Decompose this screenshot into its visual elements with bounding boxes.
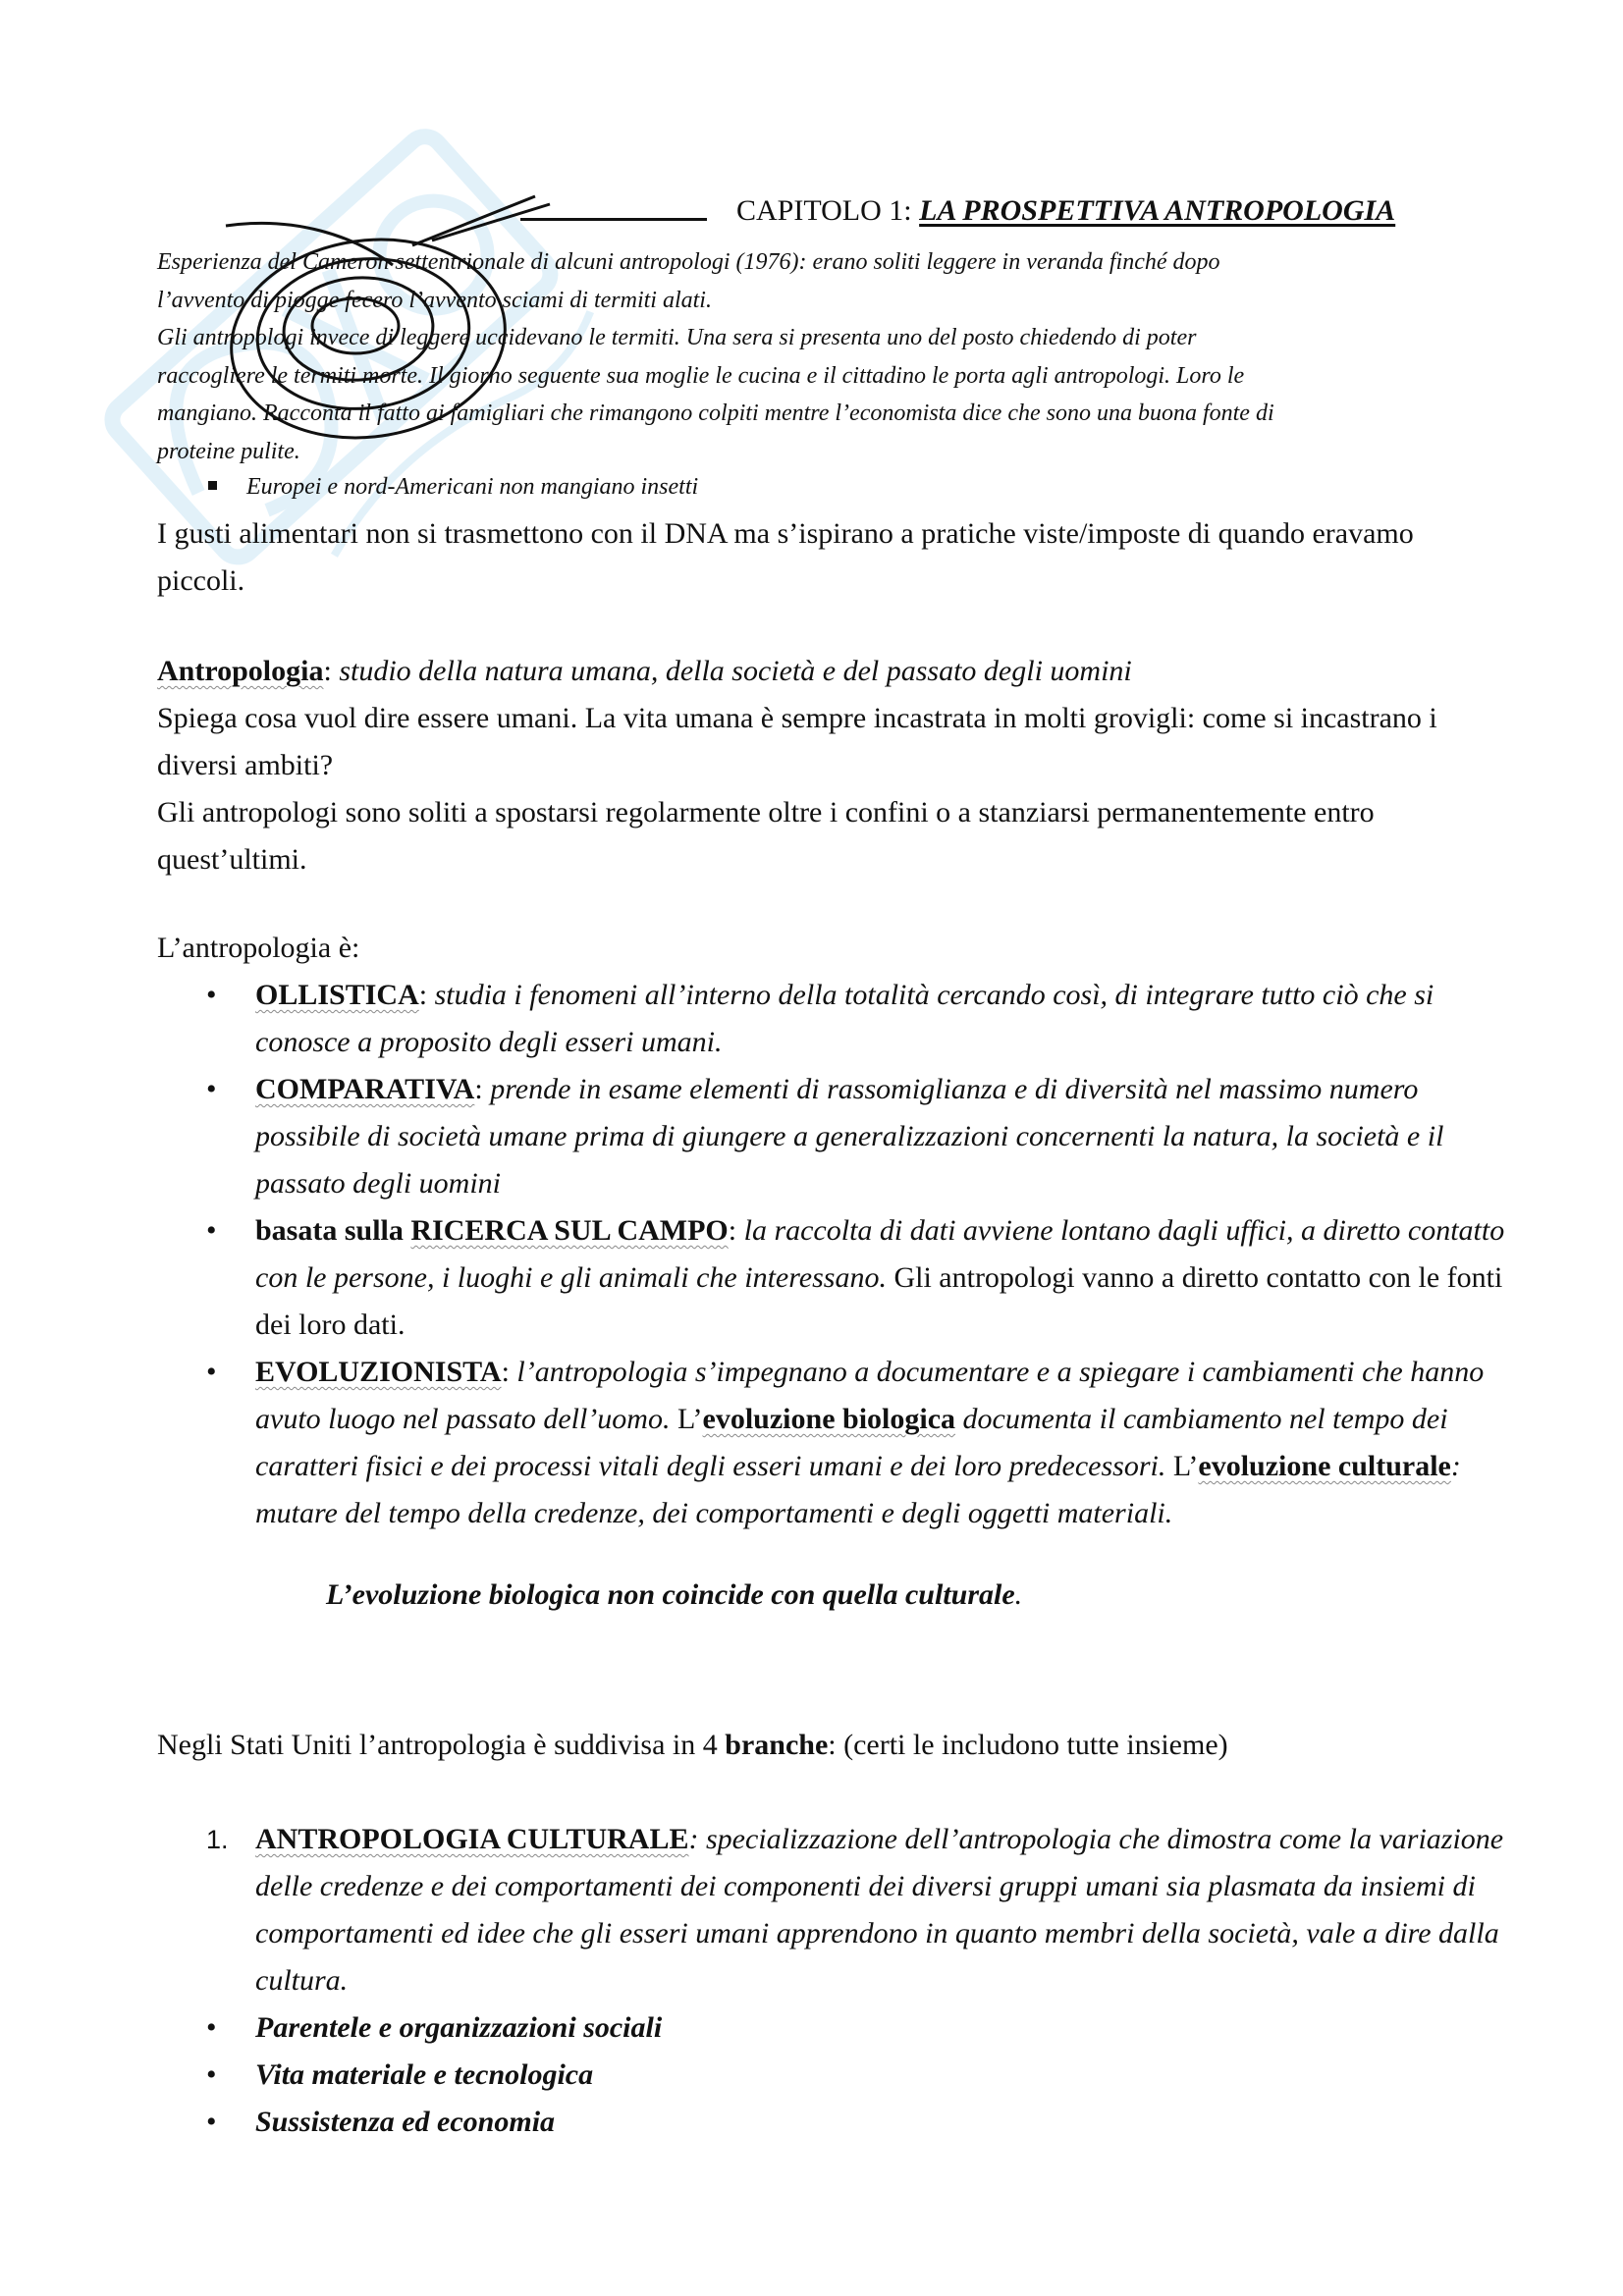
trait-text: prende in esame elementi di rassomiglianza e di diversità nel massimo numero possibile di società umane prima di giungere a generalizzazioni concernenti la natura, la società e il passato degli uomini xyxy=(255,1073,1444,1200)
closing-text: L’evoluzione biologica non coincide con quella culturale xyxy=(326,1578,1015,1611)
sub-bullet-text: Parentele e organizzazioni sociali xyxy=(255,2011,663,2044)
title-subject: LA PROSPETTIVA ANTROPOLOGIA xyxy=(919,194,1396,227)
title-prefix: CAPITOLO 1: xyxy=(736,194,920,227)
branch-sep: : xyxy=(688,1823,706,1855)
definition-sep: : xyxy=(323,655,340,687)
intro-line: proteine pulite. xyxy=(157,438,300,464)
intro-line: Esperienza del Cameron settentrionale di alcuni antropologi (1976): erano soliti leggere in veranda finché dopo xyxy=(157,249,1220,275)
sub-bullet-text: Sussistenza ed economia xyxy=(255,2106,556,2138)
list-item xyxy=(157,1207,1512,1349)
list-item xyxy=(157,1066,1512,1207)
square-bullet-item xyxy=(208,474,698,501)
trait-link: L’ xyxy=(1165,1450,1199,1482)
is-label: L’antropologia è: xyxy=(157,932,360,964)
list-item xyxy=(157,2004,1512,2052)
taste-paragraph: I gusti alimentari non si trasmettono con il DNA ma s’ispirano a pratiche viste/imposte di quando eravamo piccoli. xyxy=(157,517,1414,597)
bullet-icon: • xyxy=(206,2011,217,2044)
explain-paragraph-2: Gli antropologi sono soliti a spostarsi regolarmente oltre i confini o a stanziarsi permanentemente entro quest’ultimi. xyxy=(157,796,1375,876)
trait-text: la raccolta di dati avviene lontano dagli uffici, a diretto contatto con le persone, i luoghi e gli animali che interessano. xyxy=(255,1214,1505,1294)
trait-term: RICERCA SUL CAMPO xyxy=(410,1214,729,1247)
list-number: 1. xyxy=(206,1825,229,1854)
trait-sep: : xyxy=(728,1214,744,1247)
trait-subterm: evoluzione biologica xyxy=(702,1403,956,1435)
branch-term: ANTROPOLOGIA CULTURALE xyxy=(255,1823,689,1855)
intro-line: mangiano. Racconta il fatto ai famigliari che rimangono colpiti mentre l’economista dice che sono una buona fonte di xyxy=(157,400,1274,426)
square-bullet-text: Europei e nord-Americani non mangiano insetti xyxy=(246,474,699,500)
trait-subtext: : mutare del tempo della credenze, dei comportamenti e degli oggetti materiali. xyxy=(255,1450,1461,1529)
trait-text: l’antropologia s’impegnano a documentare e a spiegare i cambiamenti che hanno avuto luogo nel passato dell’uomo. xyxy=(255,1356,1485,1435)
bullet-icon: • xyxy=(206,2106,217,2138)
branches-word: branche xyxy=(725,1729,829,1761)
branches-pre: Negli Stati Uniti l’antropologia è suddivisa in 4 xyxy=(157,1729,726,1761)
bullet-icon: • xyxy=(206,1214,217,1247)
closing-period: . xyxy=(1014,1578,1023,1611)
trait-subterm: evoluzione culturale xyxy=(1198,1450,1451,1482)
trait-term: OLLISTICA xyxy=(255,979,419,1011)
intro-paragraph xyxy=(157,243,1492,470)
trait-link: L’ xyxy=(670,1403,703,1435)
trait-tail: Gli antropologi vanno a diretto contatto con le fonti dei loro dati. xyxy=(255,1261,1503,1341)
trait-term: COMPARATIVA xyxy=(255,1073,475,1105)
page-title xyxy=(736,194,1395,228)
branch-text: specializzazione dell’antropologia che dimostra come la variazione delle credenze e dei comportamenti dei componenti dei diversi gruppi umani sia plasmata da insiemi di comportamenti ed idee che gli esseri umani apprendono in quanto membri della società, vale a dire dalla cultura. xyxy=(255,1823,1504,1997)
branches-post: : (certi le includono tutte insieme) xyxy=(828,1729,1228,1761)
trait-term: EVOLUZIONISTA xyxy=(255,1356,502,1388)
definition-paragraph xyxy=(157,648,1492,695)
branches-paragraph xyxy=(157,1722,1492,1769)
list-item xyxy=(157,972,1512,1066)
bullet-icon: • xyxy=(206,979,217,1011)
trait-text: studia i fenomeni all’interno della totalità cercando così, di integrare tutto ciò che si conosce a proposito degli esseri umani. xyxy=(255,979,1434,1058)
definition-text: studio della natura umana, della società e del passato degli uomini xyxy=(339,655,1132,687)
trait-subtext: documenta il cambiamento nel tempo dei caratteri fisici e dei processi vitali degli esseri umani e dei loro predecessori. xyxy=(255,1403,1448,1482)
trait-sep: : xyxy=(474,1073,491,1105)
bullet-icon: • xyxy=(206,1356,217,1388)
intro-line: l’avvento di piogge fecero l’avvento sciami di termiti alati. xyxy=(157,287,712,313)
trait-pre: basata sulla xyxy=(255,1214,411,1247)
traits-list xyxy=(157,972,1512,1537)
list-item xyxy=(157,1349,1512,1537)
bullet-icon: • xyxy=(206,1073,217,1105)
list-item xyxy=(157,2052,1512,2099)
explain-paragraph-1: Spiega cosa vuol dire essere umani. La vita umana è sempre incastrata in molti grovigli: come si incastrano i diversi ambiti? xyxy=(157,702,1437,781)
title-underline-stroke xyxy=(520,218,707,221)
sub-bullet-text: Vita materiale e tecnologica xyxy=(255,2058,594,2091)
intro-line: Gli antropologi invece di leggere uccidevano le termiti. Una sera si presenta uno del posto chiedendo di poter xyxy=(157,325,1197,350)
bullet-icon: • xyxy=(206,2058,217,2091)
list-item xyxy=(157,2099,1512,2146)
definition-term: Antropologia xyxy=(157,655,324,687)
square-bullet-icon xyxy=(208,481,217,490)
intro-line: raccogliere le termiti morte. Il giorno seguente sua moglie le cucina e il cittadino le porta agli antropologi. Loro le xyxy=(157,362,1245,389)
trait-sep: : xyxy=(418,979,435,1011)
closing-statement xyxy=(326,1578,1022,1612)
branches-list xyxy=(157,1816,1512,2146)
trait-sep: : xyxy=(501,1356,517,1388)
list-item xyxy=(157,1816,1512,2004)
